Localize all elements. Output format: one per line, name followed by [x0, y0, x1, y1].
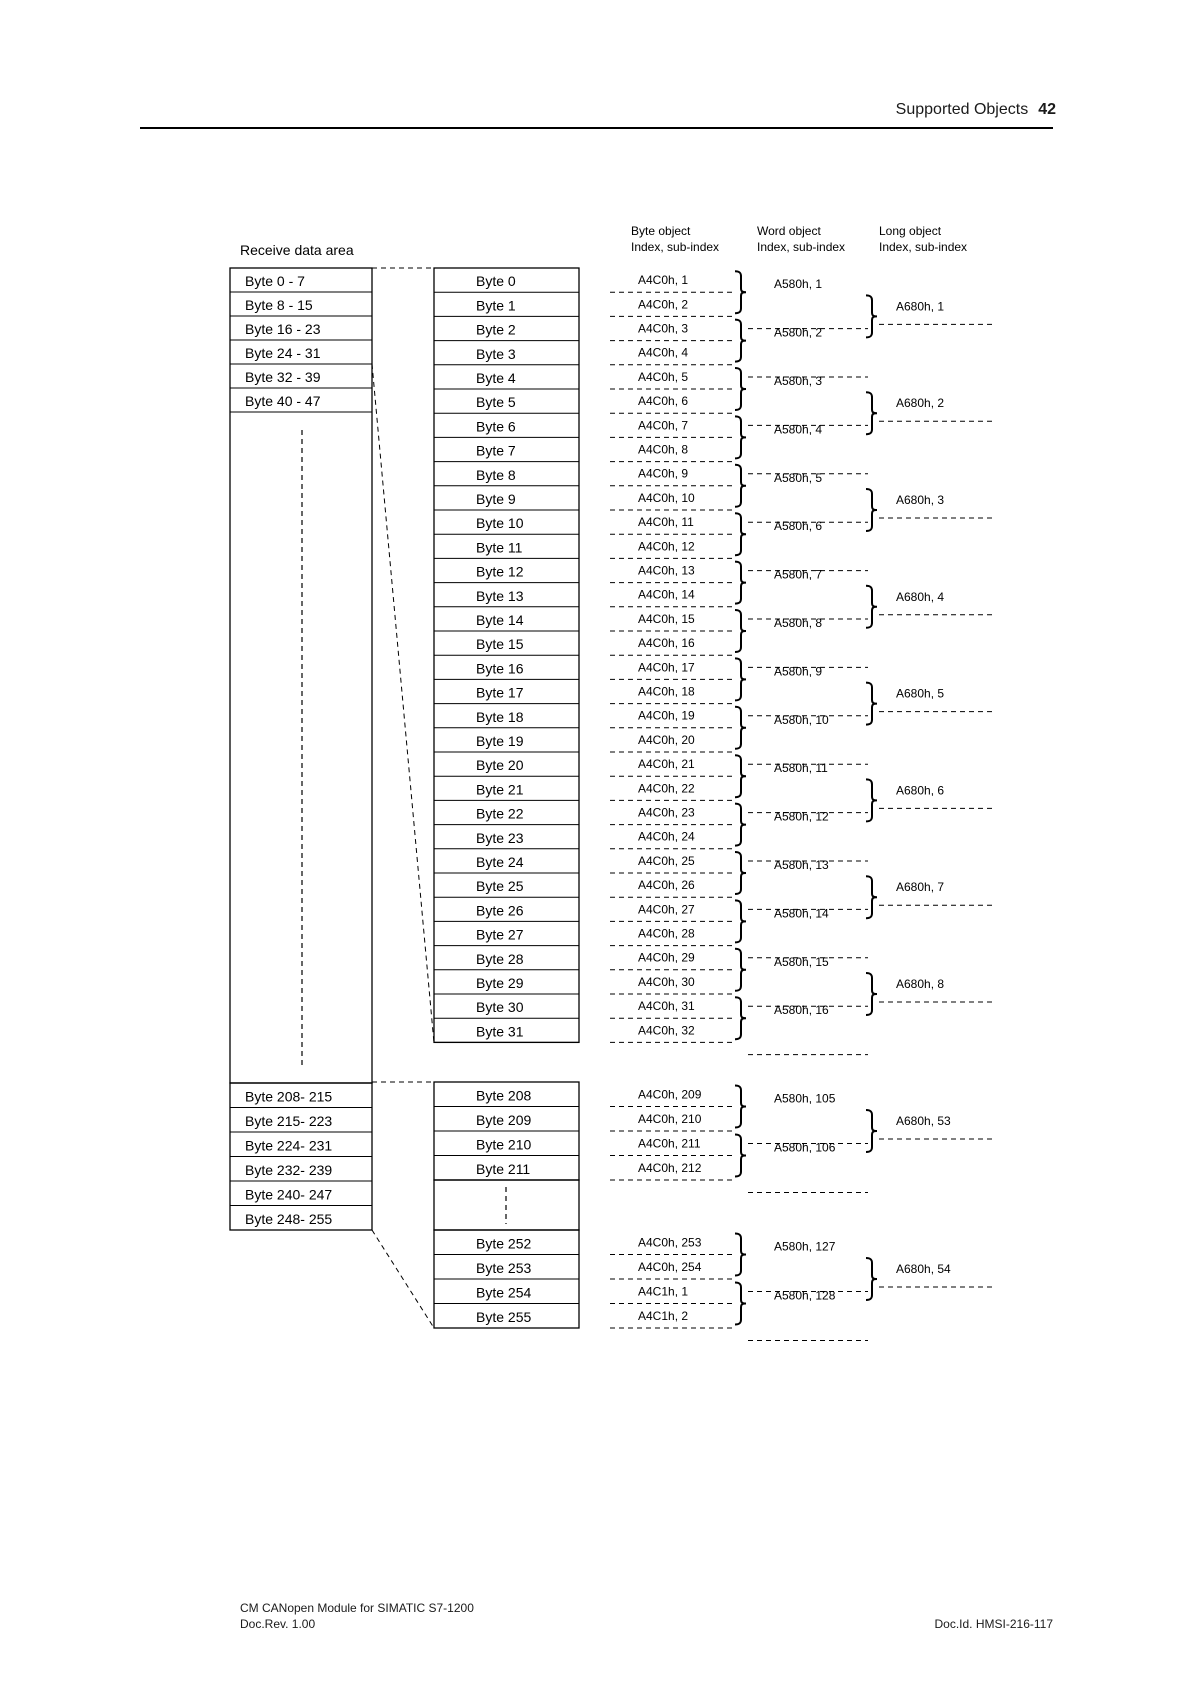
word-brace: [735, 271, 746, 313]
byte-label: Byte 18: [476, 708, 524, 725]
long-brace: [866, 392, 877, 434]
footer-doc-id: Doc.Id. HMSI-216-117: [934, 1617, 1053, 1631]
byte-object-column: [610, 273, 732, 1328]
long-brace: [866, 779, 877, 821]
byte-object-label: A4C0h, 24: [638, 829, 695, 844]
long-brace: [866, 1258, 877, 1300]
byte-object-label: A4C0h, 6: [638, 394, 689, 409]
long-object-label: A680h, 2: [896, 396, 945, 411]
long-object-label: A680h, 4: [896, 589, 945, 604]
area-title: Receive data area: [240, 242, 354, 258]
byte-object-label: A4C0h, 4: [638, 345, 689, 360]
byte-label: Byte 210: [476, 1136, 532, 1153]
byte-label: Byte 1: [476, 297, 516, 314]
footer-revision: Doc.Rev. 1.00: [240, 1617, 316, 1631]
group-label: Byte 232- 239: [245, 1162, 333, 1178]
word-brace: [735, 707, 746, 749]
byte-label: Byte 11: [476, 539, 523, 556]
byte-label: Byte 23: [476, 829, 524, 846]
byte-label: Byte 3: [476, 345, 516, 362]
word-object-label: A580h, 6: [774, 519, 823, 534]
byte-label: Byte 10: [476, 515, 524, 532]
word-brace: [735, 658, 746, 700]
group-label: Byte 40 - 47: [245, 393, 321, 409]
byte-label: Byte 19: [476, 733, 524, 749]
byte-label: Byte 15: [476, 636, 524, 653]
word-brace: [735, 368, 746, 410]
footer-title: CM CANopen Module for SIMATIC S7-1200: [240, 1601, 474, 1615]
byte-object-label: A4C0h, 30: [638, 974, 695, 989]
byte-object-label: A4C0h, 9: [638, 466, 689, 481]
byte-object-label: A4C0h, 22: [638, 781, 695, 796]
group-column: [230, 273, 372, 1230]
long-brace: [866, 876, 877, 918]
group-label: Byte 208- 215: [245, 1088, 333, 1105]
byte-label: Byte 17: [476, 684, 524, 701]
byte-object-label: A4C0h, 209: [638, 1087, 702, 1102]
long-brace: [866, 973, 877, 1015]
word-object-header: Index, sub-index: [757, 240, 846, 254]
word-object-label: A580h, 5: [774, 470, 823, 485]
byte-object-label: A4C0h, 10: [638, 490, 695, 505]
word-object-label: A580h, 9: [774, 664, 823, 679]
byte-object-label: A4C0h, 15: [638, 611, 695, 626]
word-object-label: A580h, 16: [774, 1003, 829, 1018]
byte-object-label: A4C0h, 3: [638, 321, 689, 336]
long-brace: [866, 295, 877, 337]
word-object-label: A580h, 3: [774, 374, 823, 388]
word-object-label: A580h, 2: [774, 325, 823, 340]
byte-label: Byte 22: [476, 805, 524, 822]
byte-label: Byte 25: [476, 878, 524, 895]
byte-object-label: A4C0h, 17: [638, 660, 695, 675]
byte-label: Byte 9: [476, 491, 516, 507]
word-object-label: A580h, 13: [774, 858, 829, 872]
long-object-header: Index, sub-index: [879, 240, 968, 254]
byte-object-label: A4C1h, 1: [638, 1284, 689, 1299]
page-number: 42: [1038, 101, 1056, 118]
byte-label: Byte 254: [476, 1284, 532, 1301]
byte-label: Byte 255: [476, 1309, 532, 1325]
byte-label: Byte 29: [476, 975, 524, 991]
word-object-label: A580h, 4: [774, 422, 823, 437]
word-object-column: [735, 271, 868, 1340]
word-brace: [735, 562, 746, 604]
word-brace: [735, 804, 746, 846]
byte-object-label: A4C0h, 1: [638, 273, 689, 288]
word-brace: [735, 513, 746, 555]
byte-object-header: Index, sub-index: [631, 240, 720, 254]
byte-label: Byte 4: [476, 370, 516, 386]
word-brace: [735, 755, 746, 797]
word-object-label: A580h, 105: [774, 1091, 836, 1106]
word-brace: [735, 997, 746, 1039]
long-object-label: A680h, 6: [896, 783, 945, 798]
word-object-label: A580h, 11: [774, 761, 828, 776]
section-title: Supported Objects: [895, 101, 1029, 118]
byte-object-label: A4C0h, 210: [638, 1111, 702, 1126]
byte-label: Byte 24: [476, 854, 524, 870]
byte-object-label: A4C0h, 32: [638, 1023, 695, 1038]
byte-label: Byte 252: [476, 1235, 532, 1252]
byte-label: Byte 5: [476, 394, 516, 411]
byte-object-label: A4C0h, 31: [638, 999, 695, 1014]
byte-label: Byte 8: [476, 466, 516, 483]
byte-object-label: A4C0h, 18: [638, 684, 695, 699]
group-label: Byte 24 - 31: [245, 345, 321, 361]
word-brace: [735, 320, 746, 362]
byte-label: Byte 26: [476, 902, 524, 919]
group-top-frame: [230, 268, 372, 1083]
word-brace: [735, 1234, 746, 1276]
byte-label: Byte 12: [476, 563, 524, 580]
word-object-label: A580h, 1: [774, 277, 823, 292]
long-object-label: A680h, 8: [896, 977, 945, 991]
word-brace: [735, 1135, 746, 1177]
byte-object-label: A4C0h, 28: [638, 926, 695, 941]
long-object-header: Long object: [879, 224, 942, 238]
group-label: Byte 240- 247: [245, 1186, 333, 1203]
byte-label: Byte 16: [476, 660, 524, 677]
long-object-label: A680h, 5: [896, 686, 945, 701]
long-object-label: A680h, 1: [896, 299, 945, 314]
word-brace: [735, 949, 746, 991]
byte-label: Byte 13: [476, 587, 524, 604]
word-object-header: Word object: [757, 224, 821, 238]
byte-object-header: Byte object: [631, 224, 691, 238]
word-object-label: A580h, 8: [774, 616, 823, 630]
byte-label: Byte 31: [476, 1023, 524, 1040]
word-brace: [735, 900, 746, 942]
byte-object-label: A4C0h, 26: [638, 878, 695, 893]
word-object-label: A580h, 106: [774, 1140, 836, 1155]
word-object-label: A580h, 7: [774, 567, 823, 582]
long-object-label: A680h, 54: [896, 1262, 951, 1276]
group-label: Byte 215- 223: [245, 1113, 333, 1129]
byte-label: Byte 28: [476, 950, 524, 967]
byte-object-label: A4C0h, 11: [638, 515, 694, 530]
byte-object-label: A4C1h, 2: [638, 1308, 689, 1323]
byte-object-label: A4C0h, 254: [638, 1259, 702, 1274]
word-object-label: A580h, 128: [774, 1288, 836, 1303]
word-brace: [735, 610, 746, 652]
long-object-label: A680h, 3: [896, 493, 945, 507]
byte-object-label: A4C0h, 25: [638, 853, 695, 868]
byte-object-label: A4C0h, 20: [638, 732, 695, 747]
byte-object-label: A4C0h, 12: [638, 539, 695, 554]
word-object-label: A580h, 15: [774, 954, 829, 969]
byte-column: [434, 273, 579, 1328]
word-object-label: A580h, 10: [774, 712, 829, 727]
byte-label: Byte 2: [476, 321, 516, 338]
long-brace: [866, 683, 877, 725]
byte-object-label: A4C0h, 14: [638, 587, 695, 602]
long-brace: [866, 489, 877, 531]
word-object-label: A580h, 127: [774, 1239, 836, 1254]
byte-object-label: A4C0h, 23: [638, 805, 695, 820]
byte-label: Byte 21: [476, 781, 524, 798]
byte-object-label: A4C0h, 212: [638, 1160, 702, 1175]
word-brace: [735, 416, 746, 458]
byte-label: Byte 7: [476, 442, 516, 459]
word-brace: [735, 465, 746, 507]
long-brace: [866, 1110, 877, 1152]
group-label: Byte 248- 255: [245, 1211, 333, 1227]
word-brace: [735, 1086, 746, 1128]
byte-object-label: A4C0h, 5: [638, 369, 689, 384]
byte-label: Byte 20: [476, 757, 524, 774]
byte-label: Byte 27: [476, 926, 524, 943]
byte-object-label: A4C0h, 211: [638, 1136, 701, 1151]
byte-object-label: A4C0h, 16: [638, 636, 695, 651]
byte-object-label: A4C0h, 19: [638, 708, 695, 723]
group-label: Byte 32 - 39: [245, 369, 321, 385]
group-label: Byte 0 - 7: [245, 273, 305, 289]
group-label: Byte 16 - 23: [245, 321, 321, 337]
word-object-label: A580h, 14: [774, 906, 829, 921]
long-brace: [866, 586, 877, 628]
byte-label: Byte 208: [476, 1087, 532, 1104]
word-brace: [735, 1283, 746, 1325]
column-headers: [631, 224, 967, 254]
map-line: [372, 364, 434, 1043]
byte-label: Byte 211: [476, 1161, 531, 1177]
byte-label: Byte 14: [476, 612, 524, 628]
long-object-label: A680h, 7: [896, 880, 945, 895]
word-brace: [735, 852, 746, 894]
byte-object-label: A4C0h, 29: [638, 950, 695, 965]
byte-label: Byte 0: [476, 273, 516, 290]
byte-object-label: A4C0h, 8: [638, 442, 689, 457]
footer-left: [240, 1600, 474, 1632]
long-object-label: A680h, 53: [896, 1114, 951, 1128]
byte-label: Byte 6: [476, 418, 516, 435]
byte-label: Byte 30: [476, 999, 524, 1016]
byte-object-label: A4C0h, 27: [638, 902, 695, 917]
byte-object-label: A4C0h, 7: [638, 418, 689, 433]
byte-object-label: A4C0h, 13: [638, 563, 695, 578]
group-label: Byte 224- 231: [245, 1137, 333, 1154]
byte-object-label: A4C0h, 253: [638, 1235, 702, 1250]
byte-object-label: A4C0h, 21: [638, 757, 695, 772]
byte-object-label: A4C0h, 2: [638, 297, 689, 312]
byte-label: Byte 253: [476, 1260, 532, 1276]
map-line: [372, 1230, 434, 1328]
word-object-label: A580h, 12: [774, 809, 829, 824]
group-label: Byte 8 - 15: [245, 297, 313, 313]
long-object-column: [866, 295, 995, 1300]
byte-label: Byte 209: [476, 1112, 532, 1128]
